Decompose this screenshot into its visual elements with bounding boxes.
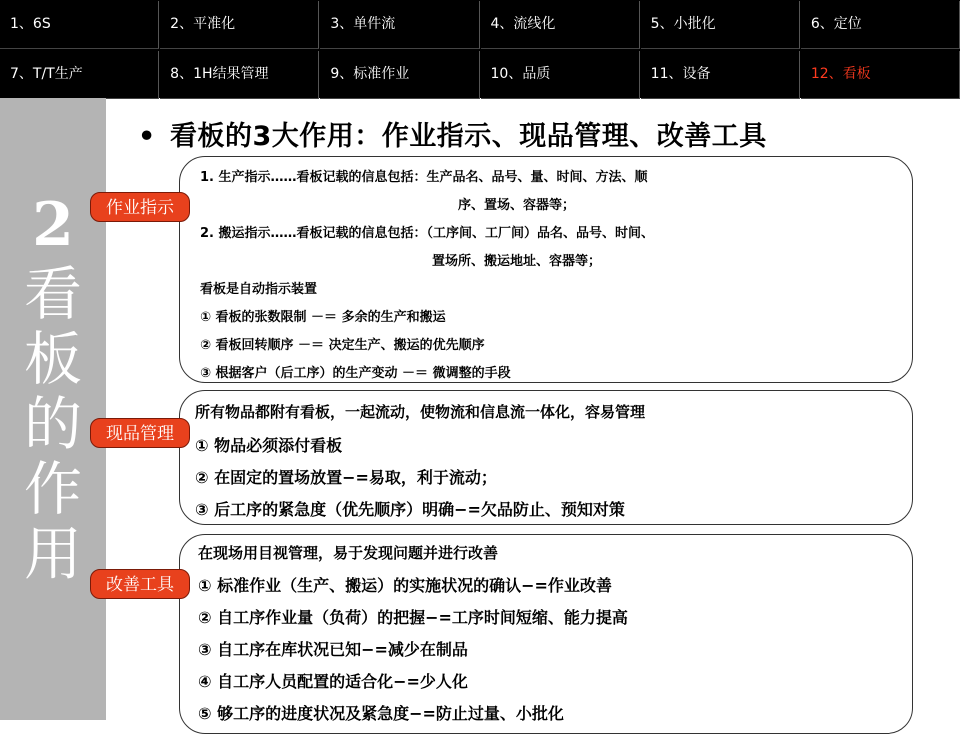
box-line: ① 看板的张数限制 －＝ 多余的生产和搬运 xyxy=(200,310,446,325)
nav-item-1h-result-management[interactable]: 8、1H结果管理 xyxy=(160,51,319,99)
title-number: 2 xyxy=(32,190,74,260)
title-char: 作 xyxy=(23,455,82,523)
box-line: 所有物品都附有看板，一起流动，使物流和信息流一体化，容易管理 xyxy=(195,403,646,421)
title-char: 板 xyxy=(23,325,82,393)
box-line: 2. 搬运指示……看板记载的信息包括：（工序间、工厂间）品名、品号、时间、 xyxy=(200,226,655,241)
page-title-text: 看板的3大作用：作业指示、现品管理、改善工具 xyxy=(170,121,767,152)
nav-item-flow-line[interactable]: 4、流线化 xyxy=(481,1,640,49)
box-line: ③ 后工序的紧急度（优先顺序）明确−=欠品防止、预知对策 xyxy=(195,500,625,519)
nav-item-leveling[interactable]: 2、平准化 xyxy=(160,1,319,49)
nav-item-standard-work[interactable]: 9、标准作业 xyxy=(320,51,479,99)
work-instruction-box xyxy=(179,156,913,383)
nav-item-6s[interactable]: 1、6S xyxy=(0,1,159,49)
title-char: 用 xyxy=(23,520,82,588)
box-line: 看板是自动指示装置 xyxy=(200,282,318,297)
nav-item-equipment[interactable]: 11、设备 xyxy=(641,51,800,99)
top-navigation xyxy=(0,0,960,98)
box-line: ③ 自工序在库状况已知−=减少在制品 xyxy=(198,640,468,659)
box-line: ② 看板回转顺序 －＝ 决定生产、搬运的优先顺序 xyxy=(200,338,485,353)
tag-work-instruction: 作业指示 xyxy=(90,192,190,222)
title-char: 看 xyxy=(23,260,82,328)
nav-item-single-piece-flow[interactable]: 3、单件流 xyxy=(320,1,479,49)
nav-item-tt-production[interactable]: 7、T/T生产 xyxy=(0,51,159,99)
bullet-icon: • xyxy=(138,121,156,152)
page-title xyxy=(138,114,767,153)
side-band xyxy=(0,98,106,720)
nav-item-positioning[interactable]: 6、定位 xyxy=(801,1,960,49)
vertical-title xyxy=(0,188,106,587)
improvement-tool-box xyxy=(179,534,913,734)
box-line: 在现场用目视管理，易于发现问题并进行改善 xyxy=(198,544,499,562)
nav-item-quality[interactable]: 10、品质 xyxy=(481,51,640,99)
box-line: 序、置场、容器等； xyxy=(458,198,576,213)
nav-item-kanban[interactable]: 12、看板 xyxy=(801,51,960,99)
inventory-management-box xyxy=(179,390,913,525)
tag-inventory-management: 现品管理 xyxy=(90,418,190,448)
nav-item-small-batch[interactable]: 5、小批化 xyxy=(641,1,800,49)
title-char: 的 xyxy=(23,390,82,458)
box-line: ④ 自工序人员配置的适合化−=少人化 xyxy=(198,672,468,691)
box-line: ② 自工序作业量（负荷）的把握−=工序时间短缩、能力提高 xyxy=(198,608,628,627)
box-line: ② 在固定的置场放置−=易取，利于流动； xyxy=(195,468,497,487)
box-line: ① 物品必须添付看板 xyxy=(195,436,343,455)
box-line: 置场所、搬运地址、容器等； xyxy=(432,254,602,269)
box-line: ⑤ 够工序的进度状况及紧急度−=防止过量、小批化 xyxy=(198,704,564,723)
box-line: ① 标准作业（生产、搬运）的实施状况的确认−=作业改善 xyxy=(198,576,612,595)
box-line: ③ 根据客户（后工序）的生产变动 －＝ 微调整的手段 xyxy=(200,366,511,381)
tag-improvement-tool: 改善工具 xyxy=(90,569,190,599)
box-line: 1. 生产指示……看板记载的信息包括：生产品名、品号、量、时间、方法、顺 xyxy=(200,170,648,185)
